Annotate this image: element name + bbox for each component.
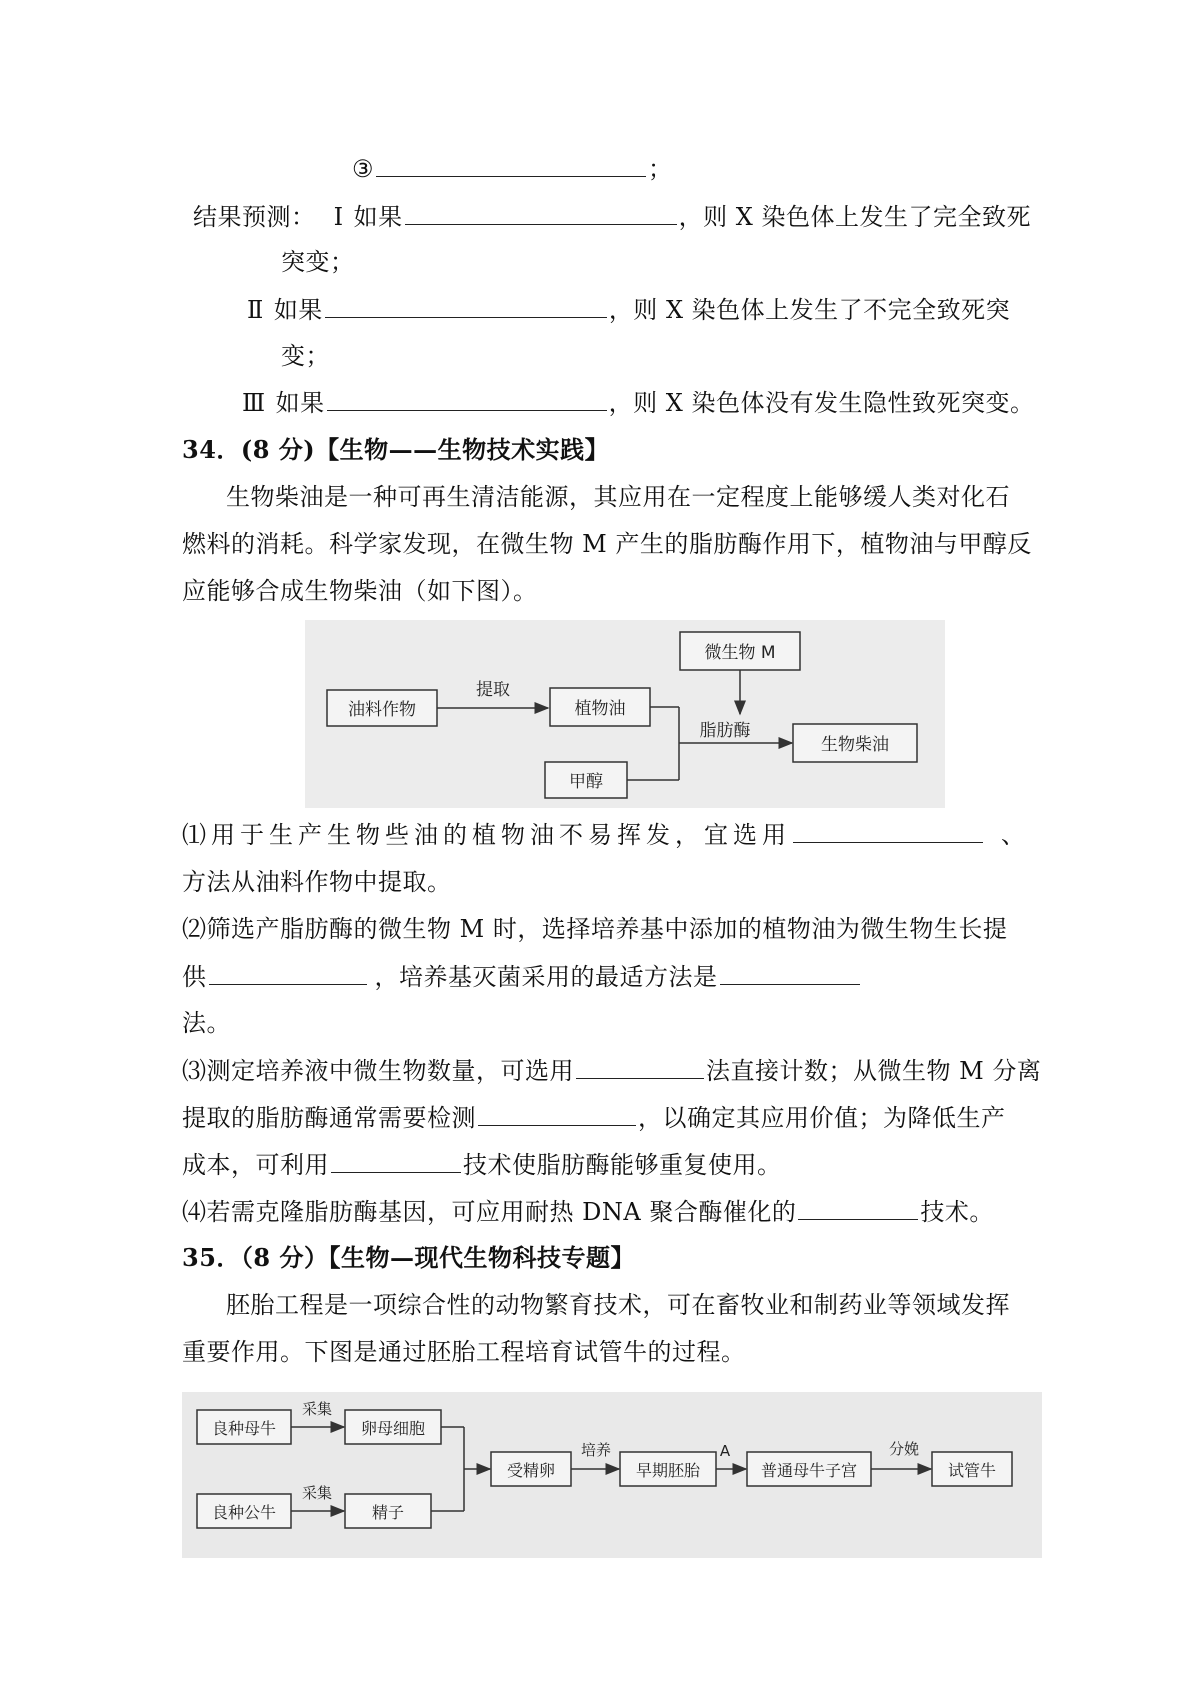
q34-part3-line2 [182, 1101, 1006, 1134]
fertilized-label: 受精卵 [506, 1461, 556, 1480]
q34-part2-provide: 供 [182, 963, 207, 991]
q34-part4-line [182, 1195, 994, 1228]
case1-number: Ⅰ [333, 203, 344, 231]
result-case1-line [193, 200, 1031, 233]
case2-number: Ⅱ [247, 296, 264, 324]
q34-part1-comma: 、 [1001, 821, 1030, 849]
uterus-label: 普通母牛子宫 [760, 1461, 858, 1480]
case3-blank[interactable] [327, 386, 607, 411]
q34-part3-blank3[interactable] [331, 1148, 461, 1173]
oocyte-label: 卵母细胞 [360, 1419, 426, 1438]
q35-intro-line1: 胚胎工程是一项综合性的动物繁育技术，可在畜牧业和制药业等领域发挥 [226, 1291, 1010, 1319]
methanol-label: 甲醇 [569, 772, 603, 792]
extract-label: 提取 [476, 680, 510, 700]
q34-part2-line1: ⑵筛选产脂肪酶的微生物 M 时，选择培养基中添加的植物油为微生物生长提 [182, 915, 1008, 943]
case1-continuation: 突变； [281, 248, 355, 276]
step3-line [352, 152, 673, 185]
calf-label: 试管牛 [947, 1461, 997, 1480]
q34-part3-text4: ，以确定其应用价值；为降低生产 [638, 1104, 1006, 1132]
crop-label: 油料作物 [348, 700, 416, 720]
q34-part3-text1: ⑶测定培养液中微生物数量，可选用 [182, 1057, 574, 1085]
q34-part3-text2: 法直接计数；从微生物 M 分离 [706, 1057, 1042, 1085]
q35-header: 35．（8 分）【生物—现代生物科技专题】 [182, 1243, 635, 1272]
q34-part1-text: ⑴用于生产生物些油的植物油不易挥发，宜选用 [182, 821, 791, 849]
step3-suffix: ； [648, 155, 673, 183]
case3-number: Ⅲ [242, 389, 266, 417]
q34-part3-blank1[interactable] [576, 1054, 704, 1079]
q34-part1-line2: 方法从油料作物中提取。 [182, 868, 452, 896]
case2-prefix: 如果 [273, 296, 323, 324]
q34-part2-blank2[interactable] [720, 960, 860, 985]
case2-suffix: ，则 X 染色体上发生了不完全致死突 [608, 296, 1011, 324]
result-case2-line [247, 293, 1010, 326]
q34-part4-blank[interactable] [798, 1195, 918, 1220]
q35-intro-line2: 重要作用。下图是通过胚胎工程培育试管牛的过程。 [182, 1338, 746, 1366]
case1-prefix: 如果 [353, 203, 403, 231]
q34-part4-text1: ⑷若需克隆脂肪酶基因，可应用耐热 DNA 聚合酶催化的 [182, 1198, 797, 1226]
q34-part1-blank[interactable] [793, 818, 983, 843]
ivf-cattle-diagram-svg [182, 1392, 1042, 1558]
q34-part3-text6: 技术使脂肪酶能够重复使用。 [463, 1151, 782, 1179]
q34-part4-text2: 技术。 [920, 1198, 994, 1226]
biodiesel-diagram [305, 620, 945, 808]
case3-suffix: ，则 X 染色体没有发生隐性致死突变。 [608, 389, 1035, 417]
collect1-label: 采集 [301, 1400, 333, 1418]
q34-part2-line2 [182, 960, 862, 993]
q34-part2-text: ，培养基灭菌采用的最适方法是 [374, 963, 718, 991]
culture-label: 培养 [580, 1441, 612, 1459]
cow-label: 良种母牛 [211, 1419, 277, 1438]
q34-part3-line1 [182, 1054, 1041, 1087]
q34-part3-text5: 成本，可利用 [182, 1151, 329, 1179]
q34-part1-line1 [182, 818, 1030, 851]
biodiesel-label: 生物柴油 [821, 735, 889, 755]
microbe-label: 微生物 M [704, 643, 776, 663]
q34-intro-line3: 应能够合成生物柴油（如下图）。 [182, 577, 538, 605]
oil-label: 植物油 [574, 699, 626, 719]
step-a-label: A [719, 1442, 731, 1460]
step3-marker: ③ [352, 155, 375, 183]
lipase-label: 脂肪酶 [699, 721, 751, 741]
collect2-label: 采集 [301, 1484, 333, 1502]
bull-label: 良种公牛 [211, 1503, 277, 1522]
case3-prefix: 如果 [275, 389, 325, 417]
step3-blank[interactable] [376, 152, 646, 177]
case1-blank[interactable] [405, 200, 677, 225]
result-case3-line [242, 386, 1035, 419]
q34-part2-line3: 法。 [182, 1009, 231, 1037]
q34-header: 34．(8 分)【生物——生物技术实践】 [182, 435, 610, 464]
q34-intro-line2: 燃料的消耗。科学家发现，在微生物 M 产生的脂肪酶作用下，植物油与甲醇反 [182, 530, 1032, 558]
q34-part2-blank1[interactable] [209, 960, 367, 985]
q34-part3-blank2[interactable] [478, 1101, 636, 1126]
result-label: 结果预测： [193, 203, 316, 231]
q34-part3-line3 [182, 1148, 782, 1181]
embryo-label: 早期胚胎 [635, 1461, 701, 1480]
case2-continuation: 变； [281, 342, 330, 370]
ivf-cattle-diagram [182, 1392, 1042, 1558]
biodiesel-diagram-svg [305, 620, 945, 808]
case2-blank[interactable] [325, 293, 607, 318]
q34-part3-text3: 提取的脂肪酶通常需要检测 [182, 1104, 476, 1132]
birth-label: 分娩 [888, 1440, 920, 1458]
q34-intro-line1: 生物柴油是一种可再生清洁能源，其应用在一定程度上能够缓人类对化石 [226, 483, 1010, 511]
sperm-label: 精子 [371, 1503, 405, 1522]
case1-suffix: ，则 X 染色体上发生了完全致死 [678, 203, 1031, 231]
